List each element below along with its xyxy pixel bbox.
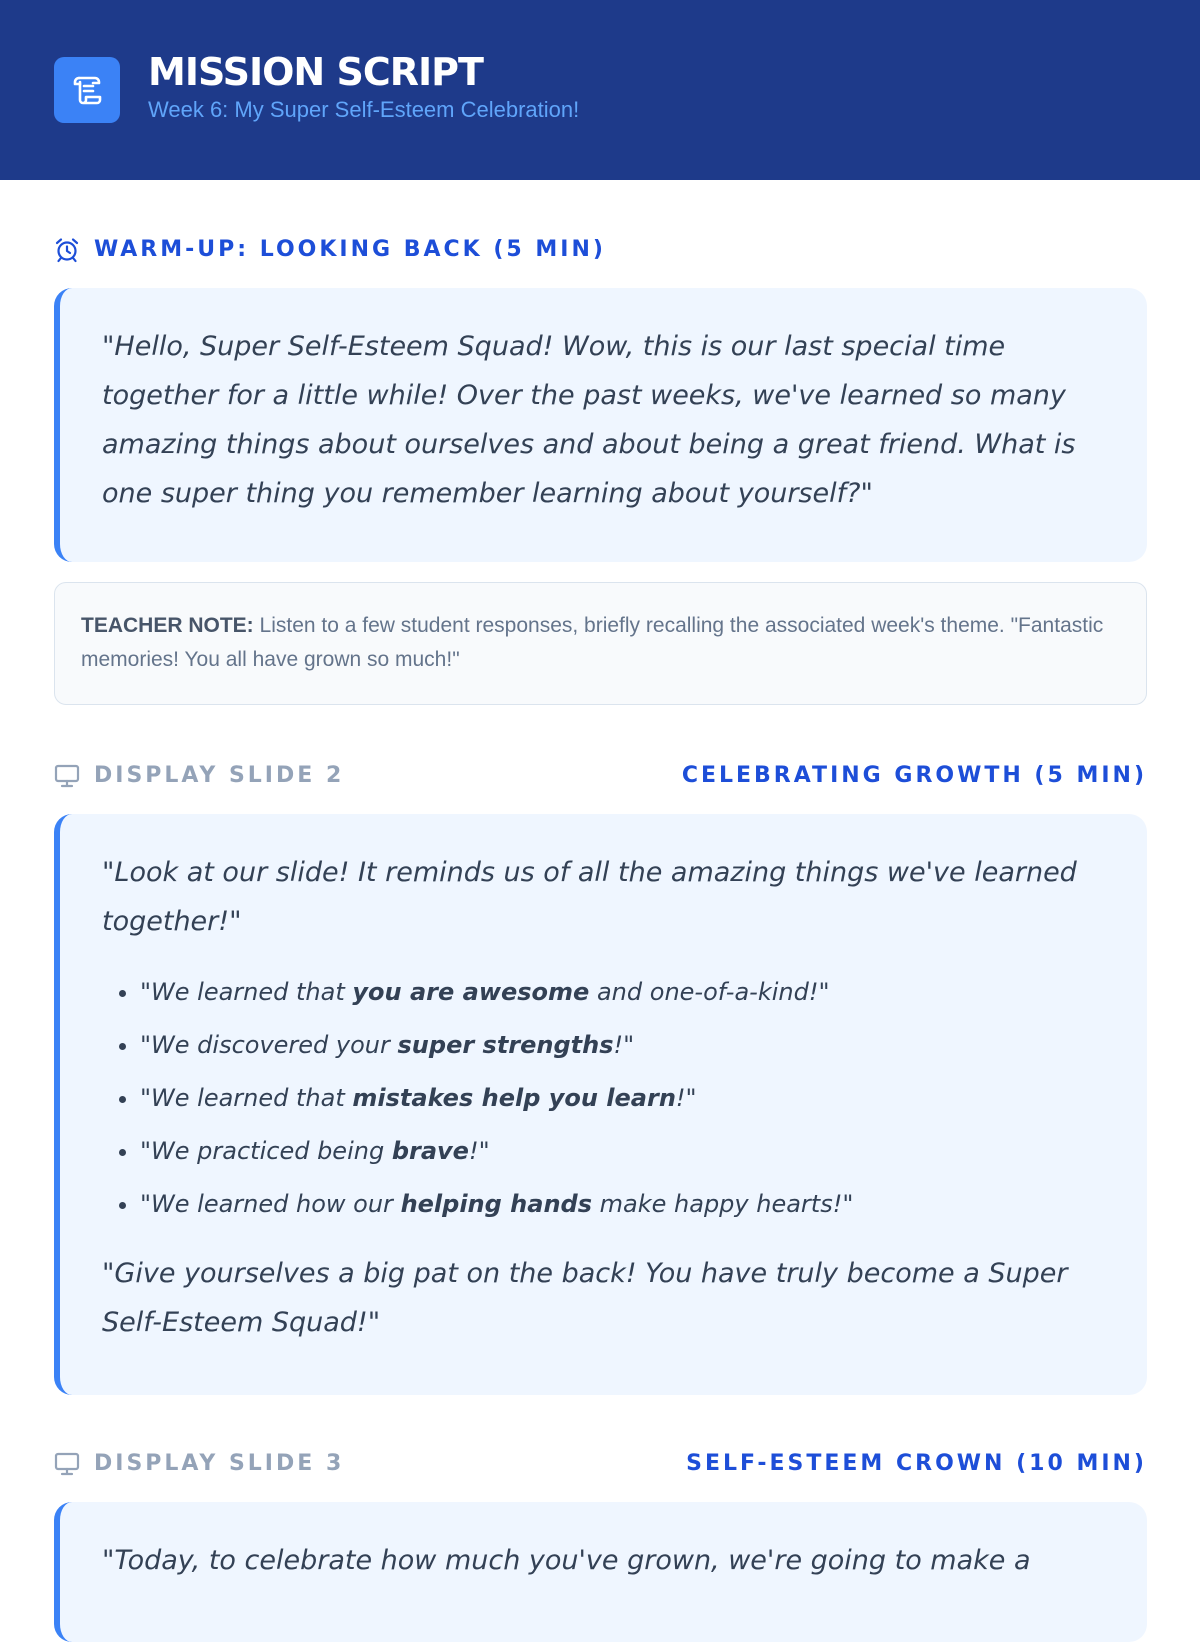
slide-2-section-header (54, 761, 1147, 791)
scroll-icon (71, 74, 103, 106)
slide-3-intro: "Today, to celebrate how much you've grown, we're going to make a (102, 1545, 1031, 1576)
monitor-icon (54, 1451, 80, 1477)
warmup-section-header (54, 235, 1147, 265)
list-item: • "We learned how our helping hands make happy hearts!" (140, 1178, 1087, 1231)
teacher-note-text: Listen to a few student responses, briefly recalling the associated week's theme. "Fantastic memories! You all have grown so much!" (81, 614, 1104, 671)
teacher-note-label: TEACHER NOTE: (81, 614, 254, 637)
slide-3-label: DISPLAY SLIDE 3 (94, 1451, 345, 1476)
monitor-icon (54, 763, 80, 789)
slide-3-title: SELF-ESTEEM CROWN (10 MIN) (686, 1451, 1147, 1476)
slide-2-outro: "Give yourselves a big pat on the back! You have truly become a Super Self-Esteem Squad!" (102, 1258, 1068, 1338)
page-subtitle: Week 6: My Super Self-Esteem Celebration! (148, 97, 580, 122)
slide-3-section-header (54, 1449, 1147, 1479)
warmup-script-box (54, 288, 1147, 562)
warmup-section-title: WARM-UP: LOOKING BACK (5 MIN) (94, 237, 606, 262)
slide-2-intro: "Look at our slide! It reminds us of all the amazing things we've learned together!" (102, 857, 1077, 937)
warmup-script-text: "Hello, Super Self-Esteem Squad! Wow, this is our last special time together for a little while! Over the past weeks, we've learned so many amazing things about ourselves and about being a great friend. What is one super thing you remember learning about yourself?" (102, 331, 1076, 509)
logo-badge (54, 57, 120, 123)
list-item: • "We practiced being brave!" (140, 1125, 1087, 1178)
alarm-clock-icon (54, 237, 80, 263)
page-title: MISSION SCRIPT (148, 50, 483, 94)
slide-2-script-box (54, 814, 1147, 1395)
list-item: • "We learned that mistakes help you learn!" (140, 1072, 1087, 1125)
list-item: • "We learned that you are awesome and one-of-a-kind!" (140, 966, 1087, 1019)
growth-list (102, 966, 1087, 1231)
teacher-note (54, 582, 1147, 705)
slide-2-title: CELEBRATING GROWTH (5 MIN) (681, 763, 1147, 788)
slide-3-script-box (54, 1502, 1147, 1642)
page-header (0, 0, 1200, 180)
list-item: • "We discovered your super strengths!" (140, 1019, 1087, 1072)
slide-2-label: DISPLAY SLIDE 2 (94, 763, 345, 788)
